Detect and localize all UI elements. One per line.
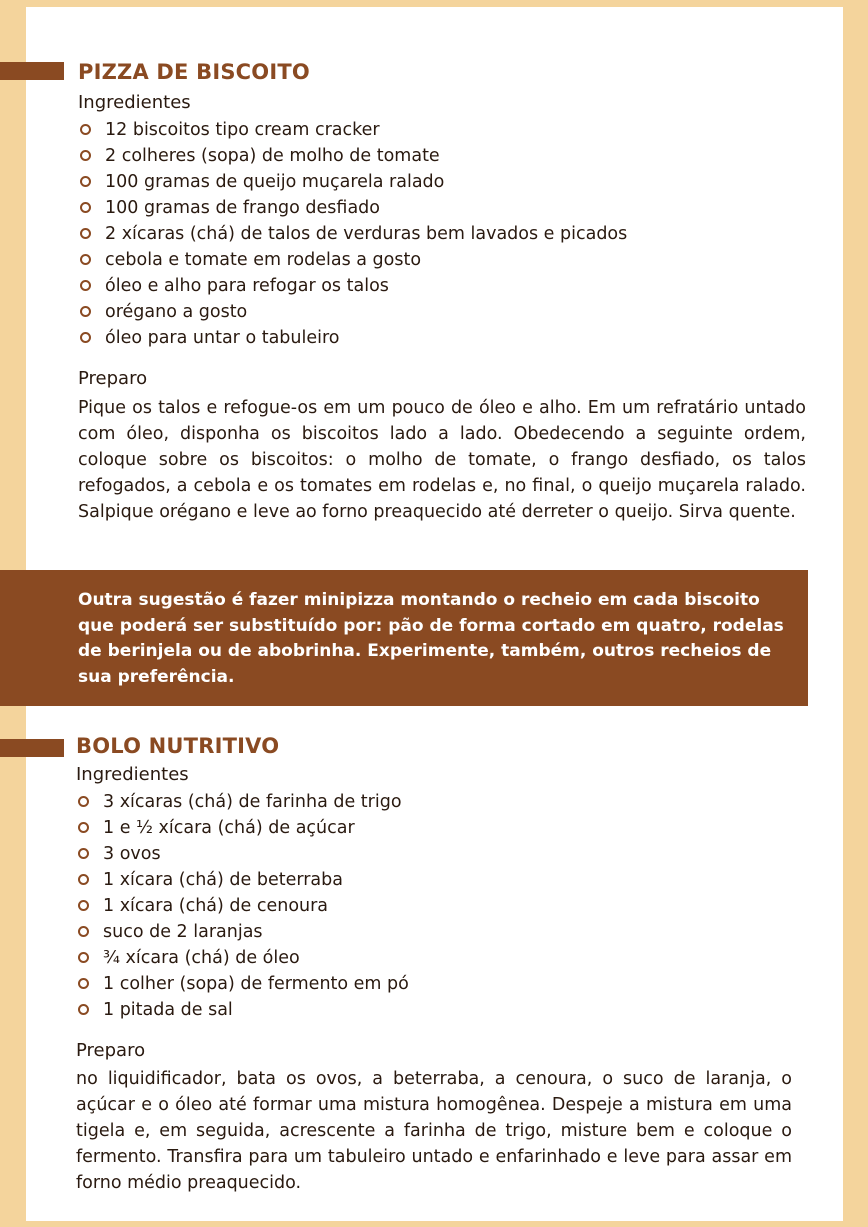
- preparo-heading: Preparo: [78, 368, 148, 389]
- list-item: 3 ovos: [76, 841, 409, 867]
- list-item: suco de 2 laranjas: [76, 919, 409, 945]
- bullet-icon: [78, 874, 89, 885]
- bullet-icon: [78, 796, 89, 807]
- bullet-icon: [78, 900, 89, 911]
- list-item: 1 colher (sopa) de fermento em pó: [76, 971, 409, 997]
- bullet-icon: [78, 952, 89, 963]
- recipe-title-bolo: BOLO NUTRITIVO: [76, 734, 280, 758]
- bullet-icon: [78, 822, 89, 833]
- list-item: ¾ xícara (chá) de óleo: [76, 945, 409, 971]
- preparo-heading: Preparo: [76, 1040, 146, 1061]
- list-item: óleo e alho para refogar os talos: [78, 273, 627, 299]
- bullet-icon: [80, 306, 91, 317]
- bullet-icon: [78, 1004, 89, 1015]
- list-item: 100 gramas de frango desfiado: [78, 195, 627, 221]
- ingredients-list-bolo: [76, 789, 409, 1023]
- bullet-icon: [80, 150, 91, 161]
- bullet-icon: [78, 848, 89, 859]
- list-item: 1 xícara (chá) de cenoura: [76, 893, 409, 919]
- list-item: orégano a gosto: [78, 299, 627, 325]
- bullet-icon: [80, 124, 91, 135]
- bullet-icon: [80, 228, 91, 239]
- ingredients-heading: Ingredientes: [78, 92, 191, 113]
- list-item: óleo para untar o tabuleiro: [78, 325, 627, 351]
- section-marker-bar: [0, 739, 64, 757]
- preparo-text-pizza: Pique os talos e refogue-os em um pouco de óleo e alho. Em um refratário untado com óleo, disponha os biscoitos lado a lado. Obedecendo a seguinte ordem, coloque sobre os biscoitos: o molho de tomate, o frango desfiado, os talos refogados, a cebola e os tomates em rodelas e, no final, o queijo muçarela ralado. Salpique orégano e leve ao forno preaquecido até derreter o queijo. Sirva quente.: [78, 398, 806, 522]
- list-item: 12 biscoitos tipo cream cracker: [78, 117, 627, 143]
- list-item: 3 xícaras (chá) de farinha de trigo: [76, 789, 409, 815]
- tip-box: [0, 570, 808, 706]
- ingredients-heading: Ingredientes: [76, 764, 189, 785]
- bullet-icon: [80, 176, 91, 187]
- list-item: cebola e tomate em rodelas a gosto: [78, 247, 627, 273]
- list-item: 100 gramas de queijo muçarela ralado: [78, 169, 627, 195]
- recipe-title-pizza: PIZZA DE BISCOITO: [78, 60, 310, 84]
- list-item: 2 colheres (sopa) de molho de tomate: [78, 143, 627, 169]
- bullet-icon: [80, 280, 91, 291]
- bullet-icon: [80, 332, 91, 343]
- list-item: 2 xícaras (chá) de talos de verduras bem lavados e picados: [78, 221, 627, 247]
- list-item: 1 xícara (chá) de beterraba: [76, 867, 409, 893]
- ingredients-list-pizza: [78, 117, 627, 351]
- bullet-icon: [78, 978, 89, 989]
- list-item: 1 e ½ xícara (chá) de açúcar: [76, 815, 409, 841]
- tip-text: Outra sugestão é fazer minipizza montando o recheio em cada biscoito que poderá ser substituído por: pão de forma cortado em quatro, rodelas de berinjela ou de abobrinha. Experimente, também, outros recheios de sua preferência.: [78, 590, 784, 687]
- bullet-icon: [78, 926, 89, 937]
- bullet-icon: [80, 202, 91, 213]
- bullet-icon: [80, 254, 91, 265]
- section-marker-bar: [0, 62, 64, 80]
- preparo-text-bolo: no liquidificador, bata os ovos, a beterraba, a cenoura, o suco de laranja, o açúcar e o óleo até formar uma mistura homogênea. Despeje a mistura em uma tigela e, em seguida, acrescente a farinha de trigo, misture bem e coloque o fermento. Transfira para um tabuleiro untado e enfarinhado e leve para assar em forno médio preaquecido.: [76, 1069, 792, 1193]
- list-item: 1 pitada de sal: [76, 997, 409, 1023]
